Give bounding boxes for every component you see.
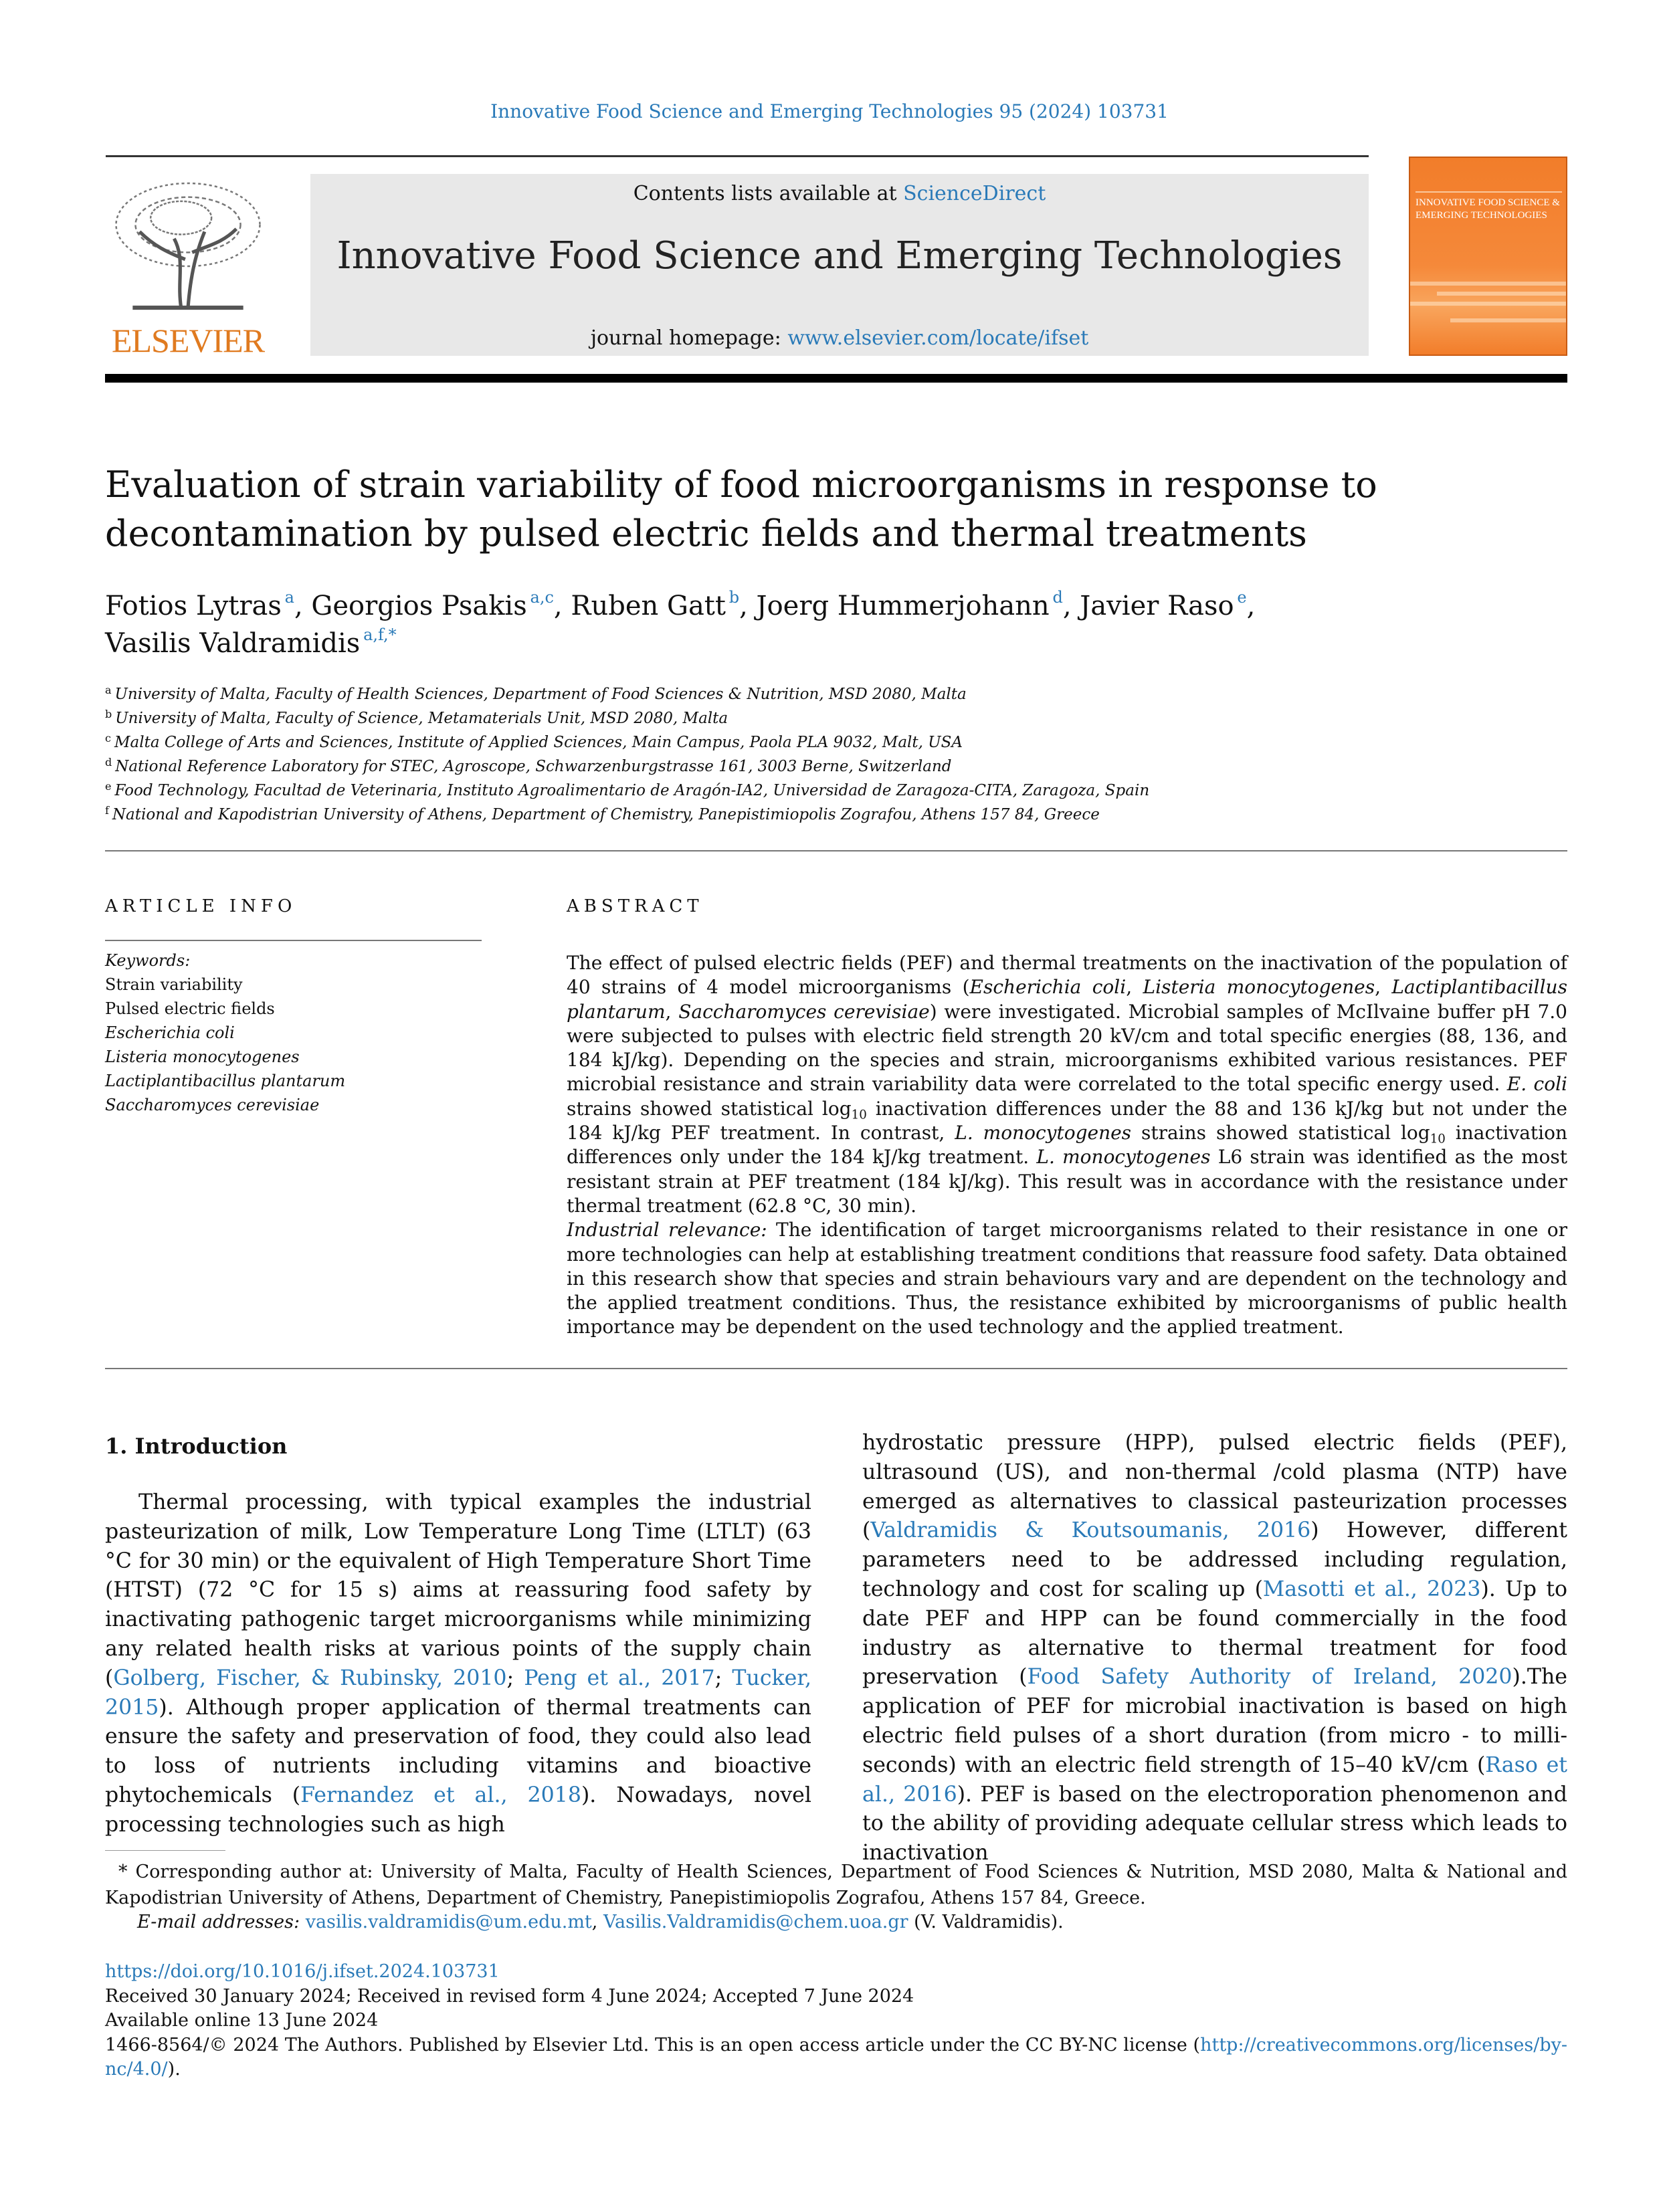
author-separator: , — [1062, 591, 1080, 621]
section-heading-introduction: 1. Introduction — [105, 1433, 288, 1459]
author-separator: , — [1246, 591, 1256, 621]
affiliation-key: d — [105, 756, 112, 769]
affiliation-text: National and Kapodistrian University of Athens, Department of Chemistry, Panepistimiopolis Zografou, Athens 157 84, Greece — [112, 806, 1100, 823]
journal-header — [310, 174, 1369, 356]
license-text: 1466-8564/© 2024 The Authors. Published by Elsevier Ltd. This is an open access article under the CC BY-NC license ( — [105, 2034, 1201, 2055]
text-run: , — [1375, 976, 1392, 999]
abstract-paragraph — [567, 1218, 1567, 1339]
text-run: ). Although proper application of thermal treatments can ensure the safety and preservation of food, they could also lead to loss of nutrients including vitamins and bioactive phytochemicals ( — [105, 1695, 811, 1807]
keyword: Pulsed electric fields — [105, 999, 275, 1018]
text-run: ; — [506, 1666, 524, 1690]
text-run: , — [1126, 976, 1143, 999]
text-run: strains showed statistical log — [567, 1097, 852, 1120]
homepage-line — [310, 326, 1369, 350]
keyword-list — [105, 973, 482, 1117]
keyword: Lactiplantibacillus plantarum — [105, 1072, 346, 1090]
author-name[interactable]: Javier Raso — [1080, 591, 1234, 621]
publication-info — [105, 1960, 1567, 2082]
author-name[interactable]: Vasilis Valdramidis — [105, 628, 361, 659]
citation-link[interactable]: Tucker, 2015 — [105, 1666, 812, 1720]
affiliation-key: e — [105, 780, 112, 793]
text-run: ) However, different parameters need to be addressed including regulation, technology and cost for scaling up ( — [862, 1518, 1567, 1601]
italic-text: Industrial relevance: — [567, 1219, 767, 1241]
affiliation — [105, 755, 1567, 779]
license-line — [105, 2033, 1567, 2082]
affiliation-text: University of Malta, Faculty of Health Sciences, Department of Food Sciences & Nutrition, MSD 2080, Malta — [114, 686, 967, 703]
cover-wave — [1437, 292, 1566, 296]
tree-icon — [105, 175, 271, 316]
journal-title: Innovative Food Science and Emerging Technologies — [336, 234, 1343, 278]
keyword: Strain variability — [105, 975, 243, 994]
citation-link[interactable]: Masotti et al., 2023 — [1262, 1577, 1481, 1601]
affiliation-marker[interactable]: b — [725, 588, 740, 607]
italic-text: Listeria monocytogenes — [1143, 976, 1375, 999]
affiliation-list — [105, 682, 1567, 827]
footnote-divider — [105, 1850, 225, 1851]
contents-label: Contents lists available at — [633, 182, 904, 205]
citation-link[interactable]: Valdramidis & Koutsoumanis, 2016 — [870, 1518, 1311, 1543]
citation-link[interactable]: Food Safety Authority of Ireland, 2020 — [1027, 1665, 1512, 1690]
affiliation-text: Food Technology, Facultad de Veterinaria, Instituto Agroalimentario de Aragón-IA2, Universidad de Zaragoza-CITA, Zaragoza, Spain — [114, 782, 1150, 799]
text-run: L6 strain was identified as the most resistant strain at PEF treatment (184 kJ/kg). This result was in accordance with the resistance under thermal treatment (62.8 °C, 30 min). — [567, 1146, 1567, 1217]
keyword: Escherichia coli — [105, 1023, 235, 1042]
divider — [105, 940, 482, 941]
contents-line — [310, 182, 1369, 205]
text-run: ). Nowadays, novel processing technologies such as high — [105, 1783, 811, 1837]
email-label: E-mail addresses: — [137, 1912, 300, 1932]
affiliation-text: National Reference Laboratory for STEC, Agroscope, Schwarzenburgstrasse 161, 3003 Berne, Switzerland — [115, 758, 952, 775]
cover-wave — [1410, 282, 1566, 286]
italic-text: Escherichia coli — [969, 976, 1127, 999]
journal-cover-image[interactable] — [1409, 157, 1567, 356]
affiliation — [105, 730, 1567, 755]
available-online: Available online 13 June 2024 — [105, 2010, 379, 2031]
author-list — [105, 587, 1567, 662]
journal-reference[interactable]: Innovative Food Science and Emerging Technologies 95 (2024) 103731 — [490, 100, 1169, 122]
italic-text: Saccharomyces cerevisiae — [678, 1000, 930, 1023]
cover-wave — [1410, 302, 1566, 306]
text-run: inactivation differences under the 88 and 136 kJ/kg but not under the 184 kJ/kg PEF treatment. In contrast, — [567, 1097, 1567, 1144]
affiliation-key: a — [105, 684, 112, 696]
homepage-label: journal homepage: — [590, 326, 788, 350]
affiliation-text: Malta College of Arts and Sciences, Institute of Applied Sciences, Main Campus, Paola PLA 9032, Malt, USA — [114, 734, 963, 751]
text-run: ). PEF is based on the electroporation phenomenon and to the ability of providing adequate cellular stress which leads to inactivation — [862, 1782, 1567, 1866]
author-separator: , — [294, 591, 312, 621]
author-name[interactable]: Joerg Hummerjohann — [756, 591, 1050, 621]
intro-paragraph-left — [105, 1488, 811, 1840]
intro-paragraph-right — [862, 1429, 1567, 1868]
citation-link[interactable]: Raso et al., 2016 — [862, 1752, 1567, 1807]
cover-wave — [1450, 318, 1566, 322]
elsevier-logo — [105, 175, 271, 359]
divider — [106, 155, 1369, 157]
author-name[interactable]: Fotios Lytras — [105, 591, 282, 621]
license-link[interactable]: http://creativecommons.org/licenses/by-nc/4.0/ — [105, 2034, 1567, 2080]
email-link[interactable]: Vasilis.Valdramidis@chem.uoa.gr — [603, 1912, 908, 1932]
author-separator: , — [739, 591, 757, 621]
citation-link[interactable]: Golberg, Fischer, & Rubinsky, 2010 — [113, 1666, 507, 1690]
sciencedirect-link[interactable]: ScienceDirect — [903, 182, 1046, 205]
license-suffix: ). — [167, 2059, 181, 2080]
email-suffix: (V. Valdramidis). — [908, 1912, 1064, 1932]
affiliation-key: c — [105, 732, 111, 744]
email-link[interactable]: vasilis.valdramidis@um.edu.mt — [305, 1912, 592, 1932]
article-info-heading: ARTICLE INFO — [105, 896, 297, 916]
author-name[interactable]: Georgios Psakis — [311, 591, 527, 621]
text-run: hydrostatic pressure (HPP), pulsed electric fields (PEF), ultrasound (US), and non-thermal /cold plasma (NTP) have emerged as alternatives to classical pasteurization processes ( — [862, 1431, 1567, 1543]
journal-reference-link[interactable] — [0, 100, 1659, 122]
italic-text: L. monocytogenes — [1036, 1146, 1211, 1169]
author-separator: , — [553, 591, 571, 621]
affiliation — [105, 706, 1567, 730]
keywords-label: Keywords: — [105, 951, 191, 970]
doi-link[interactable]: https://doi.org/10.1016/j.ifset.2024.103731 — [105, 1961, 500, 1982]
author-name[interactable]: Ruben Gatt — [571, 591, 726, 621]
subscript: 10 — [851, 1108, 867, 1122]
text-run: strains showed statistical log — [1131, 1122, 1430, 1144]
keywords-block — [105, 948, 482, 1117]
corresponding-author-note: * Corresponding author at: University of Malta, Faculty of Health Sciences, Department of Food Sciences & Nutrition, MSD 2080, Malta & National and Kapodistrian University of Athens, Department of Chemistry, Panepistimiopolis Zografou, Athens 157 84, Greece. — [105, 1862, 1567, 1908]
email-line: E-mail addresses: vasilis.valdramidis@um.edu.mt, Vasilis.Valdramidis@chem.uoa.gr (V. Valdramidis). — [137, 1912, 1064, 1932]
affiliation-marker[interactable]: a,f,* — [360, 625, 397, 644]
text-run: The identification of target microorganisms related to their resistance in one or more technologies can help at establishing treatment conditions that reassure food safety. Data obtained in this research show that species and strain behaviours vary and are dependent on the technology and the applied treatment conditions. Thus, the resistance exhibited by microorganisms of public health importance may be dependent on the used technology and the applied treatment. — [567, 1219, 1567, 1338]
text-run: ) were investigated. Microbial samples of McIlvaine buffer pH 7.0 were subjected to pulses with electric field strength 20 kV/cm and total specific energies (88, 136, and 184 kJ/kg). Depending on the species and strain, microorganisms exhibited various resistances. PEF microbial resistance and strain variability data were correlated to the total specific energy used. — [567, 1000, 1567, 1096]
text-run: ; — [714, 1666, 733, 1690]
cover-title: INNOVATIVE FOOD SCIENCE & EMERGING TECHNOLOGIES — [1416, 191, 1562, 222]
italic-text: E. coli — [1506, 1073, 1567, 1096]
text-run: , — [665, 1000, 679, 1023]
affiliation-key: f — [105, 804, 109, 817]
publisher-name: ELSEVIER — [111, 322, 265, 359]
italic-text: L. monocytogenes — [955, 1122, 1132, 1144]
affiliation-marker[interactable]: a,c — [526, 588, 554, 607]
affiliation-marker[interactable]: e — [1234, 588, 1247, 607]
keyword: Saccharomyces cerevisiae — [105, 1096, 320, 1114]
article-title: Evaluation of strain variability of food microorganisms in response to decontamination by pulsed electric fields and thermal treatments — [105, 464, 1377, 555]
text-run: inactivation differences only under the 184 kJ/kg treatment. — [567, 1122, 1567, 1169]
affiliation-marker[interactable]: d — [1049, 588, 1063, 607]
affiliation — [105, 779, 1567, 803]
italic-text: Lactiplantibacillus plantarum — [567, 976, 1567, 1023]
abstract-paragraph — [567, 951, 1567, 1218]
subscript: 10 — [1430, 1132, 1446, 1146]
text-run: ).The application of PEF for microbial inactivation is based on high electric field pulses of a short duration (from micro - to milli-seconds) with an electric field strength of 15–40 kV/cm ( — [862, 1665, 1567, 1777]
citation-link[interactable]: Peng et al., 2017 — [524, 1666, 715, 1690]
affiliation — [105, 682, 1567, 706]
text-run: The effect of pulsed electric fields (PEF) and thermal treatments on the inactivation of the population of 40 strains of 4 model microorganisms ( — [567, 952, 1567, 999]
publication-history: Received 30 January 2024; Received in revised form 4 June 2024; Accepted 7 June 2024 — [105, 1985, 914, 2007]
affiliation-key: b — [105, 708, 112, 720]
divider — [105, 850, 1567, 851]
header-bar — [105, 374, 1567, 383]
affiliation-marker[interactable]: a — [281, 588, 294, 607]
divider — [105, 1368, 1567, 1369]
abstract-body — [567, 951, 1567, 1340]
text-run: Thermal processing, with typical examples the industrial pasteurization of milk, Low Temperature Long Time (LTLT) (63 °C for 30 min) or the equivalent of High Temperature Short Time (HTST) (72 °C for 15 s) aims at reassuring food safety by inactivating pathogenic target microorganisms while minimizing any related health risks at various points of the supply chain ( — [105, 1490, 811, 1690]
affiliation — [105, 803, 1567, 827]
text-run: ). Up to date PEF and HPP can be found commercially in the food industry as alternative to thermal treatment for food preservation ( — [862, 1577, 1567, 1690]
citation-link[interactable]: Fernandez et al., 2018 — [300, 1783, 581, 1807]
homepage-link[interactable]: www.elsevier.com/locate/ifset — [787, 326, 1089, 350]
affiliation-text: University of Malta, Faculty of Science, Metamaterials Unit, MSD 2080, Malta — [115, 710, 728, 727]
keyword: Listeria monocytogenes — [105, 1047, 300, 1066]
abstract-heading: ABSTRACT — [567, 896, 704, 916]
